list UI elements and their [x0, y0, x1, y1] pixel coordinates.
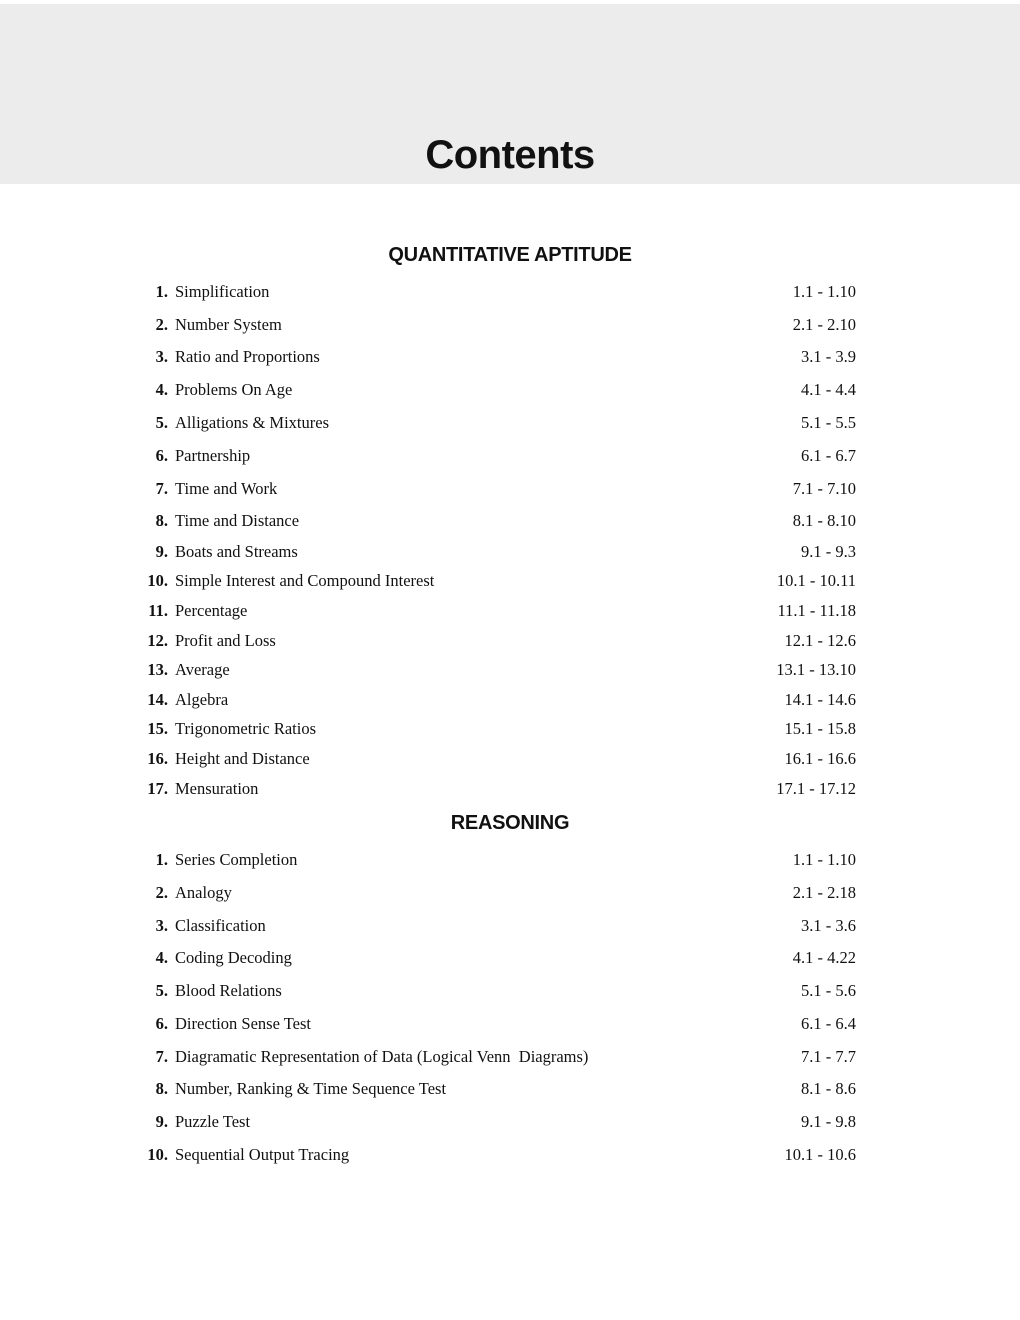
toc-number: 14.: [147, 690, 168, 709]
toc-number: 7.: [155, 1047, 168, 1066]
toc-number: 9.: [155, 542, 168, 561]
toc-title: Profit and Loss: [175, 631, 276, 650]
toc-number: 2.: [155, 315, 168, 334]
toc-pages: 15.1 - 15.8: [784, 719, 856, 738]
toc-pages: 11.1 - 11.18: [777, 601, 856, 620]
toc-row: [140, 600, 856, 622]
toc-title: Problems On Age: [175, 380, 293, 399]
toc-title: Trigonometric Ratios: [175, 719, 317, 738]
toc-number: 8.: [155, 511, 168, 530]
toc-number: 2.: [155, 883, 168, 902]
toc-title: Ratio and Proportions: [175, 347, 320, 366]
toc-title: Height and Distance: [175, 749, 310, 768]
toc-number: 3.: [155, 916, 168, 935]
toc-number: 1.: [155, 850, 168, 869]
toc-title: Blood Relations: [175, 981, 282, 1000]
toc-pages: 13.1 - 13.10: [776, 660, 856, 679]
toc-row: [140, 1046, 856, 1068]
toc-pages: 6.1 - 6.4: [801, 1014, 856, 1033]
toc-pages: 7.1 - 7.7: [801, 1047, 856, 1066]
toc-title: Coding Decoding: [175, 948, 292, 967]
toc-title: Sequential Output Tracing: [175, 1145, 350, 1164]
toc-row: [140, 849, 856, 871]
toc-title: Partnership: [175, 446, 251, 465]
toc-pages: 7.1 - 7.10: [792, 479, 856, 498]
toc-pages: 5.1 - 5.5: [801, 413, 856, 432]
toc-pages: 14.1 - 14.6: [784, 690, 856, 709]
toc-number: 9.: [155, 1112, 168, 1131]
toc-title: Diagramatic Representation of Data (Logical Venn Diagrams): [175, 1047, 589, 1066]
section-heading: QUANTITATIVE APTITUDE: [388, 244, 632, 266]
toc-title: Time and Work: [175, 479, 278, 498]
toc-title: Analogy: [175, 883, 232, 902]
toc-number: 12.: [147, 631, 168, 650]
toc-number: 16.: [147, 749, 168, 768]
toc-pages: 9.1 - 9.8: [801, 1112, 856, 1131]
toc-title: Boats and Streams: [175, 542, 298, 561]
toc-row: [140, 281, 856, 303]
toc-row: [140, 478, 856, 500]
toc-row: [140, 379, 856, 401]
toc-title: Time and Distance: [175, 511, 300, 530]
toc-row: [140, 630, 856, 652]
toc-row: [140, 1111, 856, 1133]
toc-row: [140, 748, 856, 770]
section-heading: REASONING: [450, 812, 570, 834]
toc-pages: 8.1 - 8.10: [792, 511, 856, 530]
toc-title: Average: [175, 660, 230, 679]
toc-title: Mensuration: [175, 779, 259, 798]
toc-row: [140, 445, 856, 467]
toc-row: [140, 980, 856, 1002]
toc-number: 13.: [147, 660, 168, 679]
toc-number: 3.: [155, 347, 168, 366]
toc-number: 11.: [148, 601, 168, 620]
toc-row: [140, 915, 856, 937]
toc-number: 4.: [155, 948, 168, 967]
toc-pages: 2.1 - 2.10: [792, 315, 856, 334]
toc-row: [140, 510, 856, 532]
toc-title: Direction Sense Test: [175, 1014, 312, 1033]
toc-title: Number System: [175, 315, 282, 334]
toc-pages: 1.1 - 1.10: [792, 850, 856, 869]
toc-row: [140, 882, 856, 904]
toc-row: [140, 947, 856, 969]
toc-number: 7.: [155, 479, 168, 498]
toc-pages: 5.1 - 5.6: [801, 981, 856, 1000]
toc-number: 10.: [147, 571, 168, 590]
toc-row: [140, 689, 856, 711]
toc-pages: 8.1 - 8.6: [801, 1079, 856, 1098]
toc-pages: 10.1 - 10.6: [784, 1145, 856, 1164]
toc-number: 5.: [155, 981, 168, 1000]
toc-number: 8.: [155, 1079, 168, 1098]
toc-row: [140, 1078, 856, 1100]
toc-row: [140, 412, 856, 434]
toc-pages: 17.1 - 17.12: [776, 779, 856, 798]
toc-pages: 3.1 - 3.9: [801, 347, 856, 366]
toc-number: 5.: [155, 413, 168, 432]
toc-pages: 1.1 - 1.10: [792, 282, 856, 301]
toc-row: [140, 778, 856, 800]
toc-row: [140, 659, 856, 681]
toc-title: Percentage: [175, 601, 248, 620]
toc-pages: 6.1 - 6.7: [801, 446, 856, 465]
toc-number: 4.: [155, 380, 168, 399]
toc-pages: 3.1 - 3.6: [801, 916, 856, 935]
toc-row: [140, 1013, 856, 1035]
toc-pages: 9.1 - 9.3: [801, 542, 856, 561]
toc-number: 17.: [147, 779, 168, 798]
toc-pages: 10.1 - 10.11: [776, 571, 856, 590]
toc-row: [140, 718, 856, 740]
toc-pages: 16.1 - 16.6: [784, 749, 856, 768]
toc-pages: 2.1 - 2.18: [792, 883, 856, 902]
toc-number: 10.: [147, 1145, 168, 1164]
toc-pages: 12.1 - 12.6: [784, 631, 856, 650]
toc-row: [140, 1144, 856, 1166]
toc-title: Simplification: [175, 282, 270, 301]
toc-row: [140, 570, 856, 592]
toc-number: 6.: [155, 1014, 168, 1033]
toc-title: Alligations & Mixtures: [175, 413, 329, 432]
toc-row: [140, 541, 856, 563]
toc-row: [140, 314, 856, 336]
toc-title: Puzzle Test: [175, 1112, 251, 1131]
page-title: Contents: [425, 133, 595, 177]
toc-number: 15.: [147, 719, 168, 738]
toc-row: [140, 346, 856, 368]
toc-title: Classification: [175, 916, 266, 935]
toc-pages: 4.1 - 4.22: [792, 948, 856, 967]
toc-title: Series Completion: [175, 850, 298, 869]
toc-title: Algebra: [175, 690, 229, 709]
toc-title: Simple Interest and Compound Interest: [175, 571, 435, 590]
toc-number: 6.: [155, 446, 168, 465]
toc-title: Number, Ranking & Time Sequence Test: [175, 1079, 447, 1098]
toc-pages: 4.1 - 4.4: [801, 380, 856, 399]
toc-number: 1.: [155, 282, 168, 301]
